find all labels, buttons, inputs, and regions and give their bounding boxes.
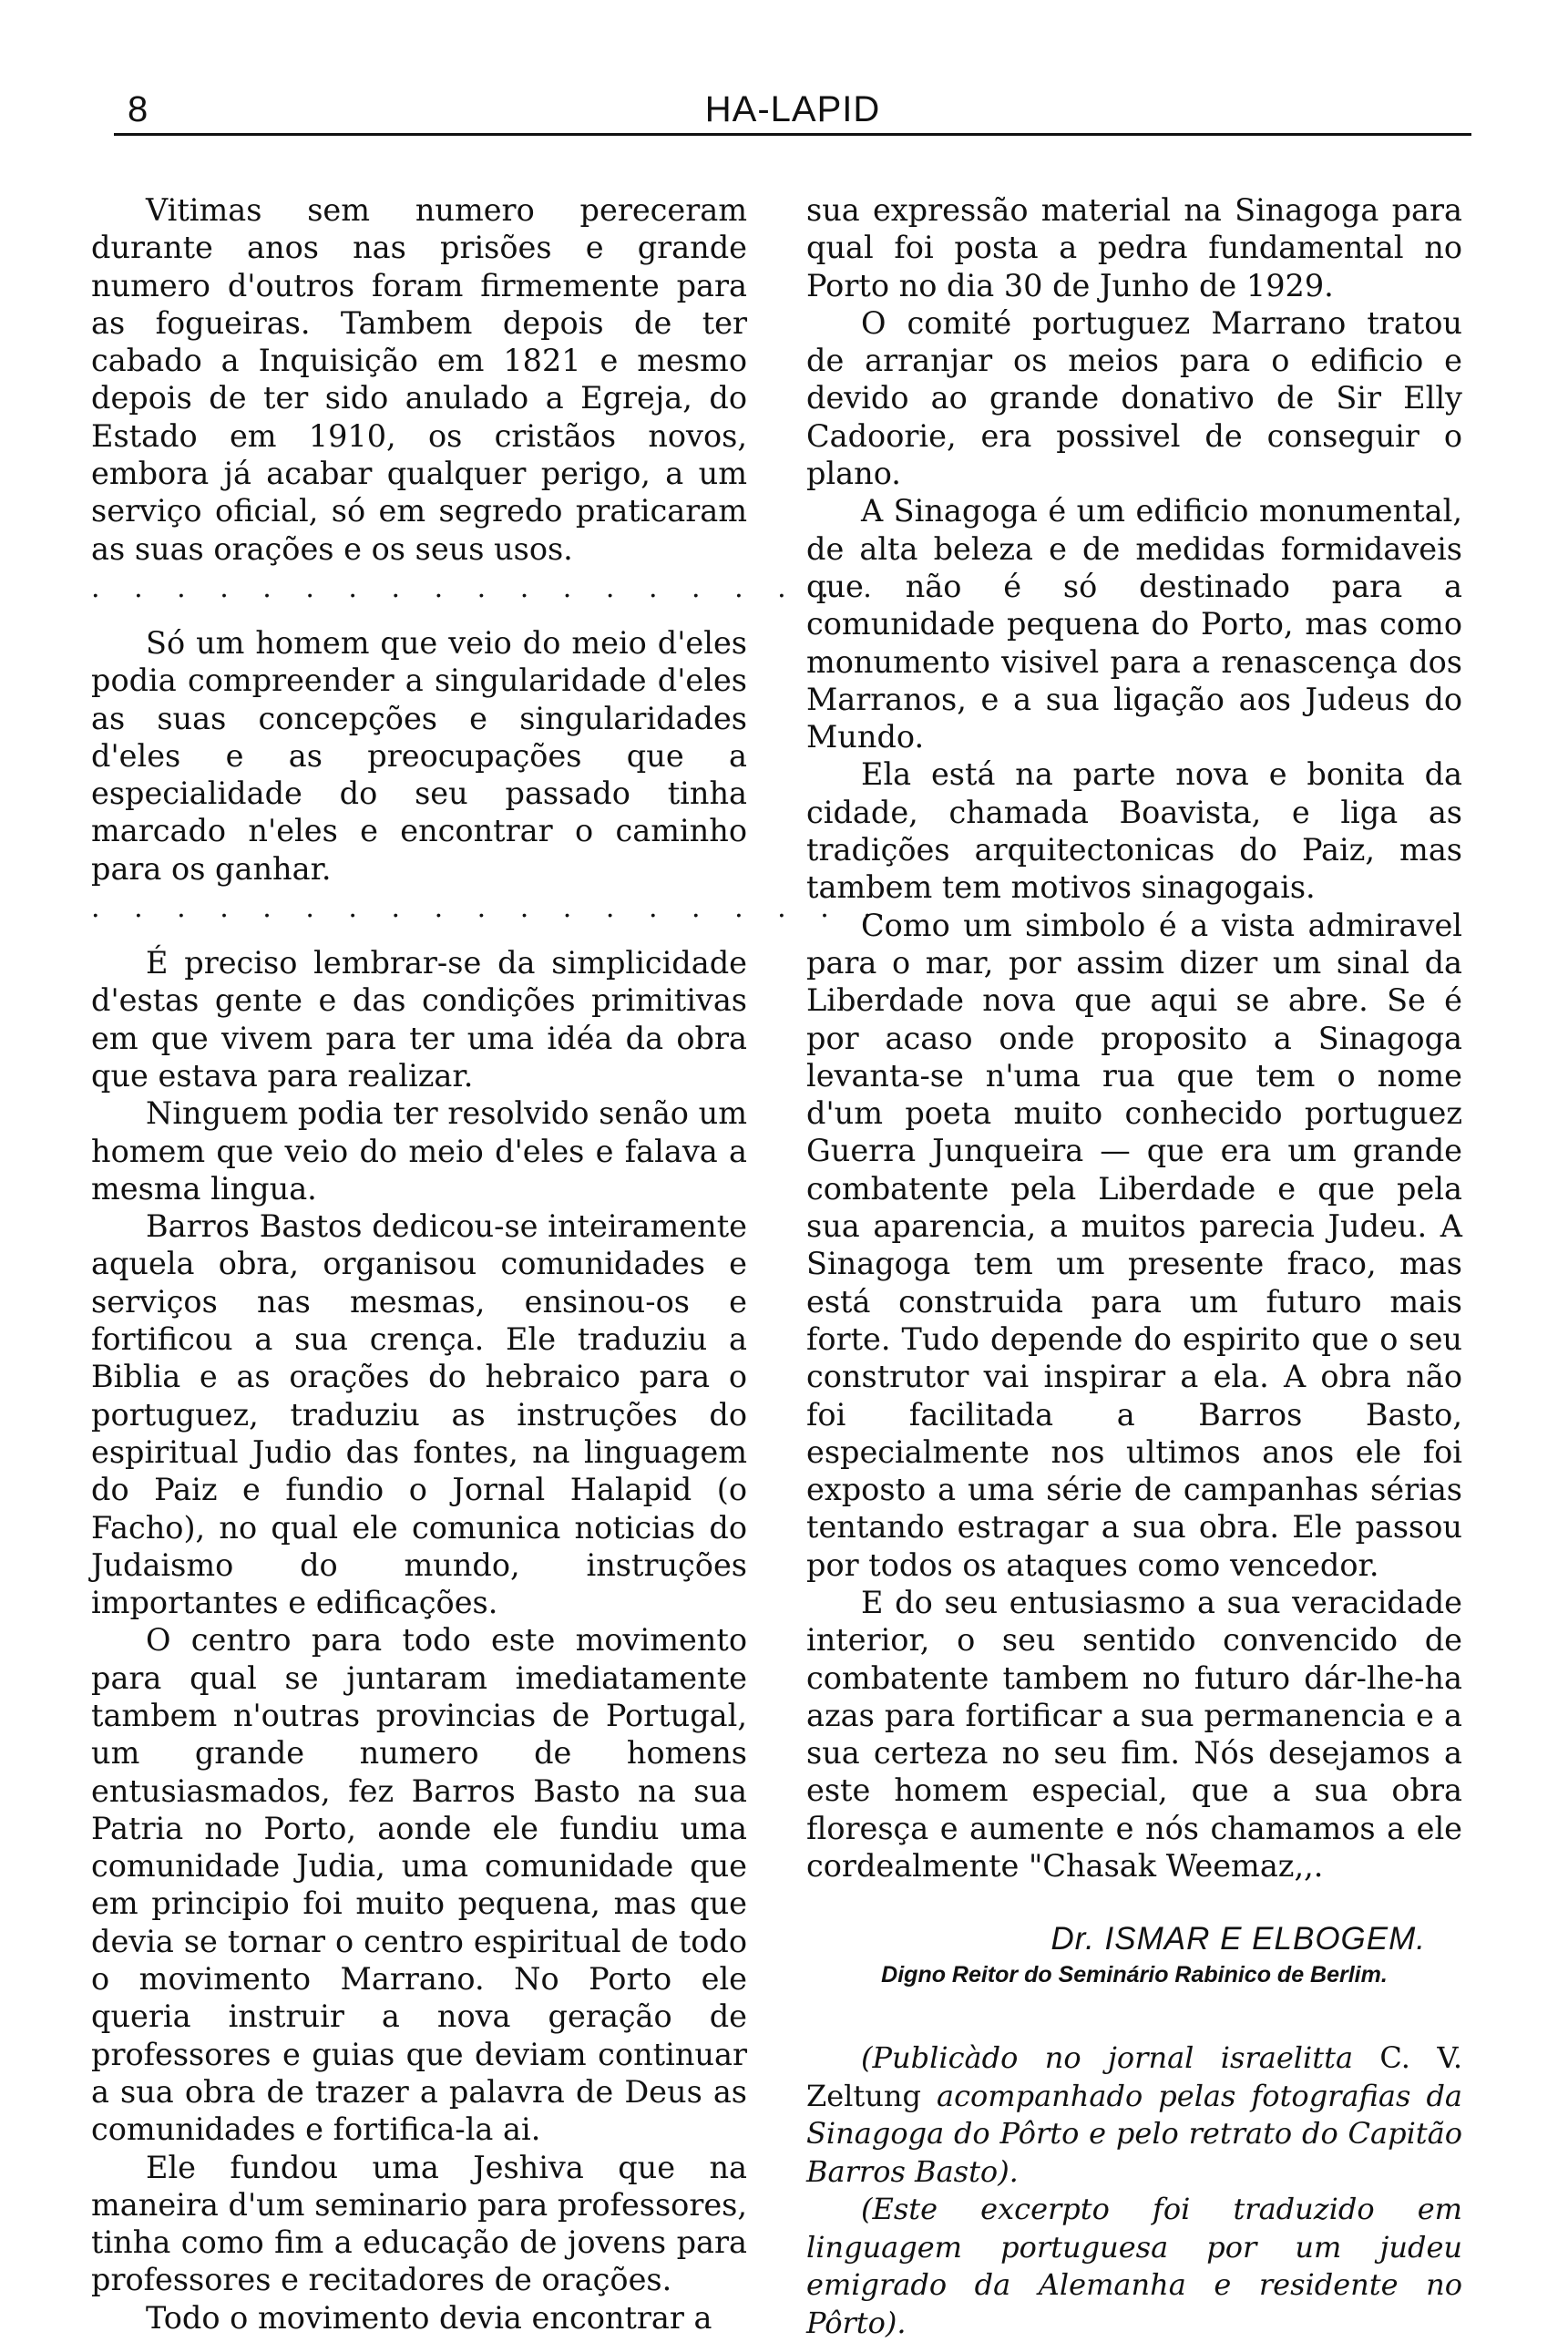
paragraph: Como um simbolo é a vista admiravel para o mar, por assim dizer um sinal da Liberdade nova que aqui se abre. Se é por acaso onde proposito a Sinagoga levanta-se n'uma rua que tem o nome d'um poeta muito conhecido portuguez Guerra Junqueira — que era um grande combatente pela Liberdade e que pela sua aparencia, a muitos parecia Judeu. A Sinagoga tem um presente fraco, mas está construida para um futuro mais forte. Tudo depende do espirito que o seu construtor vai inspirar a ela. A obra não foi facilitada a Barros Basto, especialmente nos ultimos anos ele foi exposto a uma série de campanhas sérias tentando estragar a sua obra. Ele passou por todos os ataques como vencedor. <box>806 907 1462 1583</box>
publication-note <box>806 2039 1462 2191</box>
left-column <box>91 191 885 2337</box>
header-rule <box>114 133 1471 136</box>
paragraph: É preciso lembrar-se da simplicidade d'estas gente e das condições primitivas em que vivem para ter uma idéa da obra que estava para realizar. <box>91 945 747 1094</box>
paragraph: O comité portuguez Marrano tratou de arranjar os meios para o edificio e devido ao grande donativo de Sir Elly Cadoorie, era possivel de conseguir o plano. <box>806 304 1462 492</box>
paragraph: O centro para todo este movimento para qual se juntaram imediatamente tambem n'outras provincias de Portugal, um grande numero de homens entusiasmados, fez Barros Basto na sua Patria no Porto, aonde ele fundiu uma comunidade Judia, uma comunidade que em principio foi muito pequena, mas que devia se tornar o centro espiritual de todo o movimento Marrano. No Porto ele queria instruir a nova geração de professores e guias que deviam continuar a sua obra de trazer a palavra de Deus as comunidades e fortifica-la ai. <box>91 1622 747 2148</box>
note-text: acompanhado pelas fotografias da Sinagoga do Pôrto e pelo retrato do Capitão Barros Basto). <box>806 2078 1462 2189</box>
author-signature: Dr. ISMAR E ELBOGEM. <box>1050 1921 1426 1957</box>
translation-note: (Este excerpto foi traduzido em linguagem portuguesa por um judeu emigrado da Alemanha e residente no Pôrto). <box>806 2192 1462 2340</box>
author-title: Digno Reitor do Seminário Rabinico de Berlim. <box>881 1962 1388 1988</box>
paragraph: Só um homem que veio do meio d'eles podia compreender a singularidade d'eles as suas concepções e singularidades d'eles e as preocupações que a especialidade do seu passado tinha marcado n'eles e encontrar o caminho para os ganhar. <box>91 624 747 887</box>
page-number: 8 <box>128 89 149 129</box>
dot-separator: . . . . . . . . . . . . . . . . . . . <box>91 892 885 925</box>
page-header <box>114 84 1471 139</box>
paragraph: Vitimas sem numero pereceram durante anos nas prisões e grande numero d'outros foram firmemente para as fogueiras. Tambem depois de ter cabado a Inquisição em 1821 e mesmo depois de ter sido anulado a Egreja, do Estado em 1910, os cristãos novos, embora já acabar qualquer perigo, a um serviço oficial, só em segredo praticaram as suas orações e os seus usos. <box>91 192 747 567</box>
note-text: (Publicàdo no jornal israelitta <box>861 2040 1380 2076</box>
paragraph: A Sinagoga é um edificio monumental, de alta beleza e de medidas formidaveis que não é só destinado para a comunidade pequena do Porto, mas como monumento visivel para a renascença dos Marranos, e a sua ligação aos Judeus do Mundo. <box>806 493 1462 755</box>
paragraph: Ele fundou uma Jeshiva que na maneira d'um seminario para professores, tinha como fim a educação de jovens para professores e recitadores de orações. <box>91 2149 747 2298</box>
running-title: HA-LAPID <box>704 89 881 129</box>
paragraph: Ninguem podia ter resolvido senão um homem que veio do meio d'eles e falava a mesma lingua. <box>91 1095 747 1207</box>
newspaper-name: C. V. Zeltung <box>806 2040 1462 2113</box>
paragraph: sua expressão material na Sinagoga para qual foi posta a pedra fundamental no Porto no dia 30 de Junho de 1929. <box>806 192 1462 303</box>
dot-separator: . . . . . . . . . . . . . . . . . . . <box>91 571 885 604</box>
paragraph: Todo o movimento devia encontrar a <box>146 2299 712 2336</box>
paragraph: Ela está na parte nova e bonita da cidade, chamada Boavista, e liga as tradições arquitectonicas do Paiz, mas tambem tem motivos sinagogais. <box>806 756 1462 906</box>
paragraph: Barros Bastos dedicou-se inteiramente aquela obra, organisou comunidades e serviços nas mesmas, ensinou-os e fortificou a sua crença. Ele traduziu a Biblia e as orações do hebraico para o portuguez, traduziu as instruções do espiritual Judio das fontes, na linguagem do Paiz e fundio o Jornal Halapid (o Facho), no qual ele comunica noticias do Judaismo do mundo, instruções importantes e edificações. <box>91 1208 747 1621</box>
right-column <box>806 191 1462 2342</box>
paragraph: E do seu entusiasmo a sua veracidade interior, o seu sentido convencido de combatente tambem no futuro dár-lhe-ha azas para fortificar a sua permanencia e a sua certeza no seu fim. Nós desejamos a este homem especial, que a sua obra floresça e aumente e nós chamamos a ele cordealmente "Chasak Weemaz,,. <box>806 1584 1462 1885</box>
